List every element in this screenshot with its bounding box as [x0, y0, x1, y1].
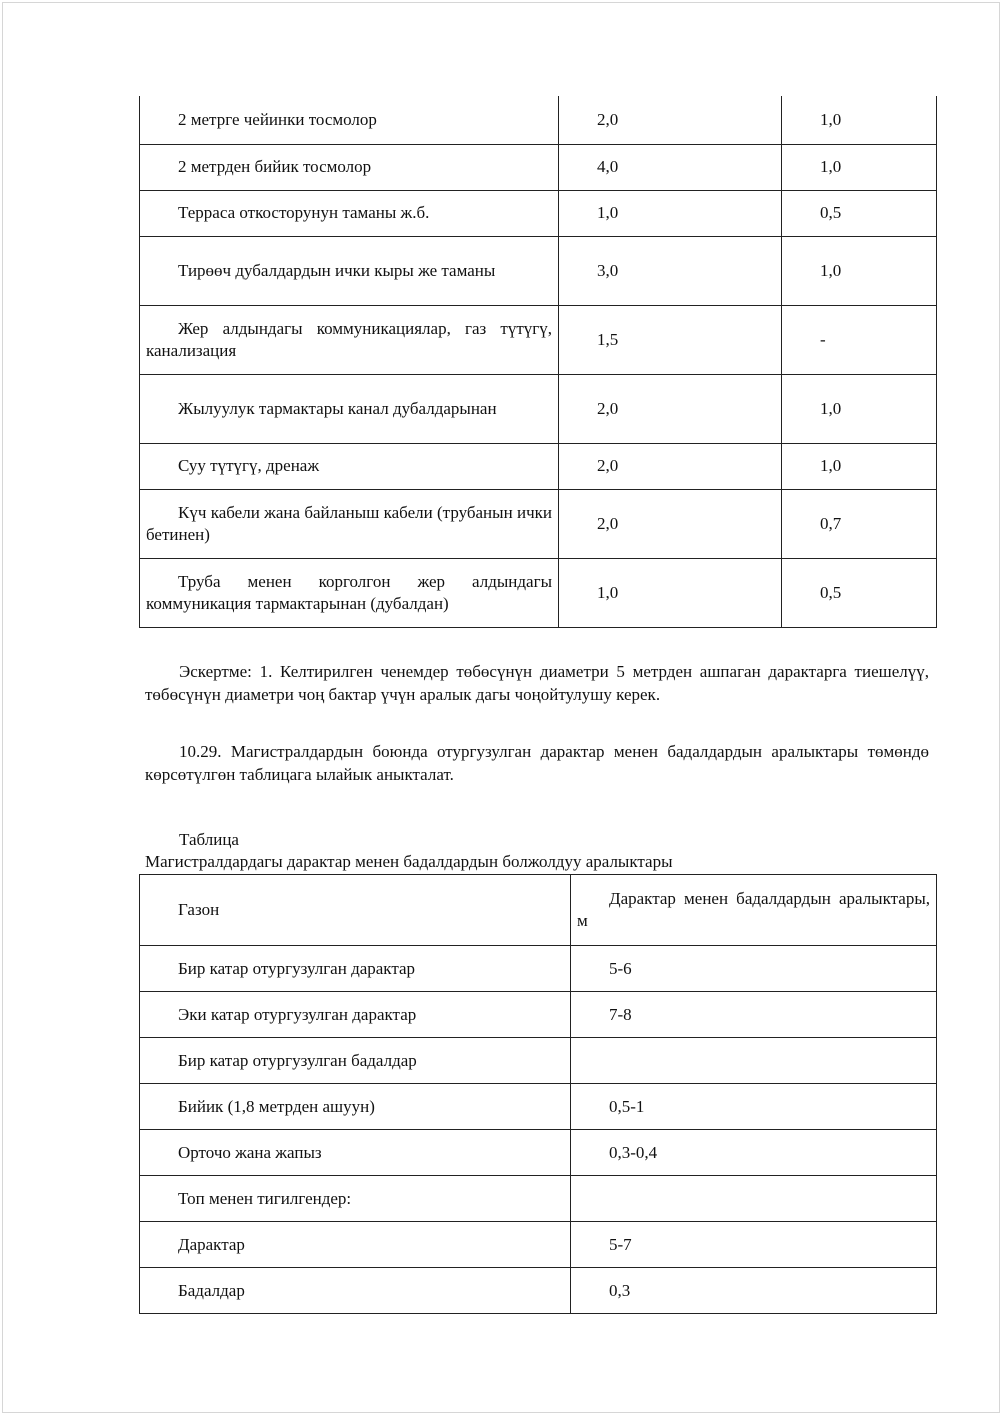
table-row — [140, 946, 937, 992]
row-label: Бир катар отургузулган бадалдар — [140, 1038, 571, 1084]
row-label: Суу түтүгү, дренаж — [178, 456, 320, 475]
row-value-b: 1,0 — [782, 374, 937, 443]
row-label: Жылуулук тармактары канал дубалдарынан — [178, 398, 497, 418]
row-value-a: 2,0 — [559, 96, 782, 144]
table-title: Магистралдардагы дарактар менен бадалдардын болжолдуу аралыктары — [145, 852, 673, 871]
row-value-a: 1,0 — [559, 558, 782, 627]
row-value-a: 4,0 — [559, 144, 782, 190]
row-value: 5-6 — [571, 946, 937, 992]
row-label: Бир катар отургузулган дарактар — [140, 946, 571, 992]
table-row — [140, 236, 937, 305]
row-label: Орточо жана жапыз — [140, 1130, 571, 1176]
table-header-row — [140, 875, 937, 946]
table-row — [140, 1268, 937, 1314]
table-row — [140, 374, 937, 443]
row-value-b: 0,7 — [782, 489, 937, 558]
paragraph-10-29: 10.29. Магистралдардын боюнда отургузулган дарактар менен бадалдардын аралыктары төмөндө көрсөтүлгөн таблицага ылайык аныкталат. — [145, 742, 929, 784]
row-value-b: 1,0 — [782, 236, 937, 305]
table-caption: Таблица — [179, 830, 239, 849]
row-label: Топ менен тигилгендер: — [140, 1176, 571, 1222]
row-label: Бадалдар — [140, 1268, 571, 1314]
row-value: 0,3 — [571, 1268, 937, 1314]
row-label: Күч кабели жана байланыш кабели (трубанын ички бетинен) — [146, 502, 552, 544]
table-row — [140, 1130, 937, 1176]
row-value — [571, 1038, 937, 1084]
table-row — [140, 305, 937, 374]
row-value-b: 0,5 — [782, 190, 937, 236]
table-row — [140, 96, 937, 144]
trees-shrubs-table — [139, 874, 937, 1314]
row-label: Терраса откосторунун таманы ж.б. — [178, 203, 430, 222]
row-value: 0,3-0,4 — [571, 1130, 937, 1176]
row-label: 2 метрден бийик тосмолор — [178, 157, 372, 176]
header-col1: Газон — [140, 875, 571, 946]
row-value: 5-7 — [571, 1222, 937, 1268]
header-col2: Дарактар менен бадалдардын аралыктары, м — [577, 889, 930, 930]
row-value-a: 2,0 — [559, 374, 782, 443]
table-row — [140, 489, 937, 558]
table-row — [140, 558, 937, 627]
row-label: Бийик (1,8 метрден ашуун) — [140, 1084, 571, 1130]
row-label: Дарактар — [140, 1222, 571, 1268]
row-value-b: 0,5 — [782, 558, 937, 627]
row-label: Эки катар отургузулган дарактар — [140, 992, 571, 1038]
row-value — [571, 1176, 937, 1222]
table-row — [140, 144, 937, 190]
table-row — [140, 1038, 937, 1084]
row-value-b: 1,0 — [782, 96, 937, 144]
row-value: 7-8 — [571, 992, 937, 1038]
row-value-b: - — [782, 305, 937, 374]
row-value-a: 1,0 — [559, 190, 782, 236]
distance-table — [139, 96, 937, 628]
row-label: Тирөөч дубалдардын ички кыры же таманы — [178, 260, 496, 280]
row-value-b: 1,0 — [782, 443, 937, 489]
table-row — [140, 1084, 937, 1130]
row-value: 0,5-1 — [571, 1084, 937, 1130]
row-value-a: 3,0 — [559, 236, 782, 305]
table-row — [140, 1176, 937, 1222]
row-value-a: 2,0 — [559, 489, 782, 558]
table-row — [140, 1222, 937, 1268]
table-row — [140, 443, 937, 489]
row-value-b: 1,0 — [782, 144, 937, 190]
table-row — [140, 190, 937, 236]
row-value-a: 1,5 — [559, 305, 782, 374]
row-value-a: 2,0 — [559, 443, 782, 489]
note-paragraph: Эскертме: 1. Келтирилген ченемдер төбөсүнүн диаметри 5 метрден ашпаган дарактарга тиешелүү, төбөсүнүн диаметри чоң бактар үчүн аралык дагы чоңойтулушу керек. — [145, 662, 929, 704]
row-label: 2 метрге чейинки тосмолор — [178, 109, 377, 129]
row-label: Жер алдындагы коммуникациялар, газ түтүгү, канализация — [146, 318, 552, 360]
row-label: Труба менен корголгон жер алдындагы коммуникация тармактарынан (дубалдан) — [146, 571, 552, 613]
table-row — [140, 992, 937, 1038]
